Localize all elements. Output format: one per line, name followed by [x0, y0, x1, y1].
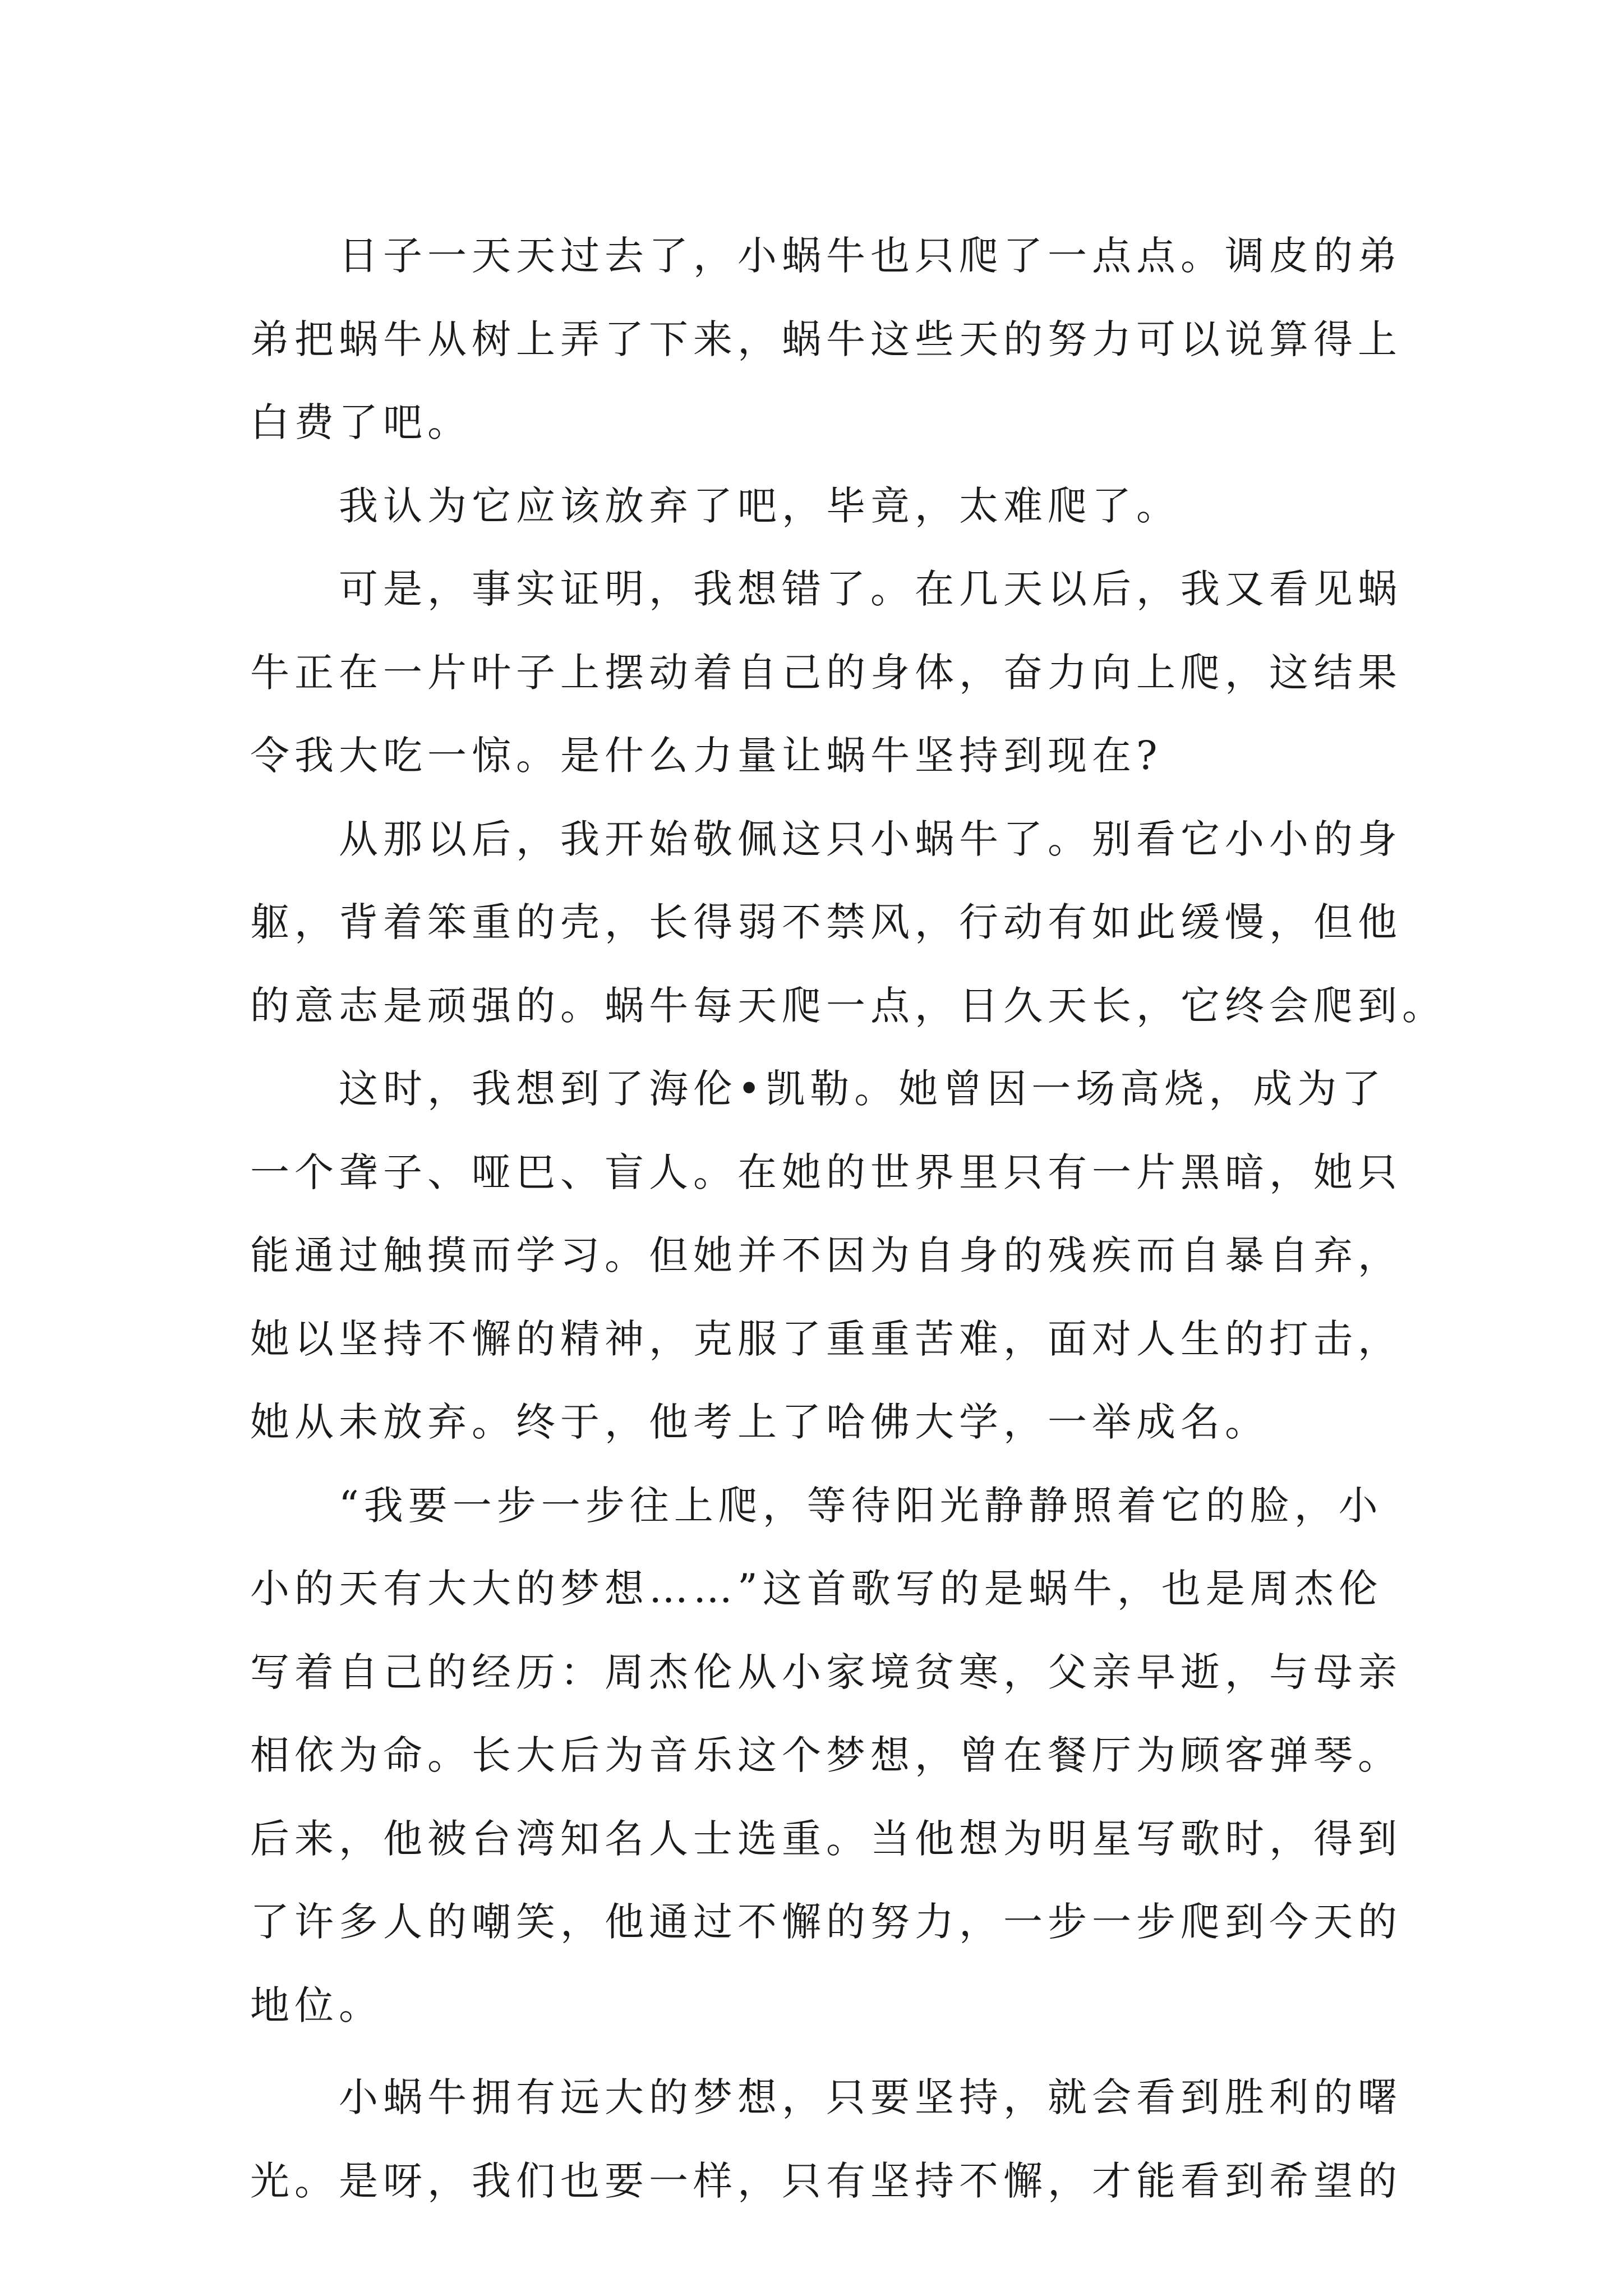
paragraph	[250, 214, 1402, 464]
paragraph	[250, 464, 1377, 548]
text-line: 日子一天天过去了，小蜗牛也只爬了一点点。调皮的弟	[339, 233, 1402, 279]
text-line: 地位。	[250, 1982, 383, 2028]
text-line: 她以坚持不懈的精神，克服了重重苦难，面对人生的打击，	[250, 1315, 1402, 1362]
text-line: 了许多人的嘲笑，他通过不懈的努力，一步一步爬到今天的	[250, 1899, 1402, 1945]
paragraph	[250, 2056, 1402, 2223]
text-line: 光。是呀，我们也要一样，只有坚持不懈，才能看到希望的	[250, 2157, 1402, 2204]
text-line: 从那以后，我开始敬佩这只小蜗牛了。别看它小小的身	[339, 816, 1402, 862]
text-line: 相依为命。长大后为音乐这个梦想，曾在餐厅为顾客弹琴。	[250, 1732, 1402, 1778]
text-line: 躯，背着笨重的壳，长得弱不禁风，行动有如此缓慢，但他	[250, 899, 1402, 945]
paragraph	[250, 1047, 1402, 1464]
text-line: 写着自己的经历：周杰伦从小家境贫寒，父亲早逝，与母亲	[250, 1649, 1402, 1695]
text-line: 这时，我想到了海伦•凯勒。她曾因一场高烧，成为了	[339, 1066, 1386, 1112]
paragraph	[250, 798, 1446, 1048]
text-line: 小的天有大大的梦想……”这首歌写的是蜗牛，也是周杰伦	[250, 1566, 1383, 1612]
text-line: 白费了吧。	[250, 399, 472, 445]
text-line: 小蜗牛拥有远大的梦想，只要坚持，就会看到胜利的曙	[339, 2074, 1402, 2120]
text-line: “我要一步一步往上爬，等待阳光静静照着它的脸，小	[339, 1482, 1383, 1529]
paragraph	[250, 547, 1402, 798]
text-line: 弟把蜗牛从树上弄了下来，蜗牛这些天的努力可以说算得上	[250, 316, 1402, 362]
paragraph-spacer	[250, 2047, 1377, 2056]
text-line: 令我大吃一惊。是什么力量让蜗牛坚持到现在?	[250, 733, 1163, 779]
text-line: 可是，事实证明，我想错了。在几天以后，我又看见蜗	[339, 566, 1402, 612]
document-body	[250, 214, 1446, 2223]
text-line: 能通过触摸而学习。但她并不因为自身的残疾而自暴自弃，	[250, 1232, 1402, 1278]
text-line: 的意志是顽强的。蜗牛每天爬一点，日久天长，它终会爬到。	[250, 982, 1446, 1029]
text-line: 牛正在一片叶子上摆动着自己的身体，奋力向上爬，这结果	[250, 649, 1402, 696]
text-line: 我认为它应该放弃了吧，毕竟，太难爬了。	[339, 482, 1181, 529]
text-line: 她从未放弃。终于，他考上了哈佛大学，一举成名。	[250, 1399, 1269, 1445]
text-line: 后来，他被台湾知名人士选重。当他想为明星写歌时，得到	[250, 1815, 1402, 1862]
paragraph	[250, 1464, 1402, 2047]
text-line: 一个聋子、哑巴、盲人。在她的世界里只有一片黑暗，她只	[250, 1149, 1402, 1195]
